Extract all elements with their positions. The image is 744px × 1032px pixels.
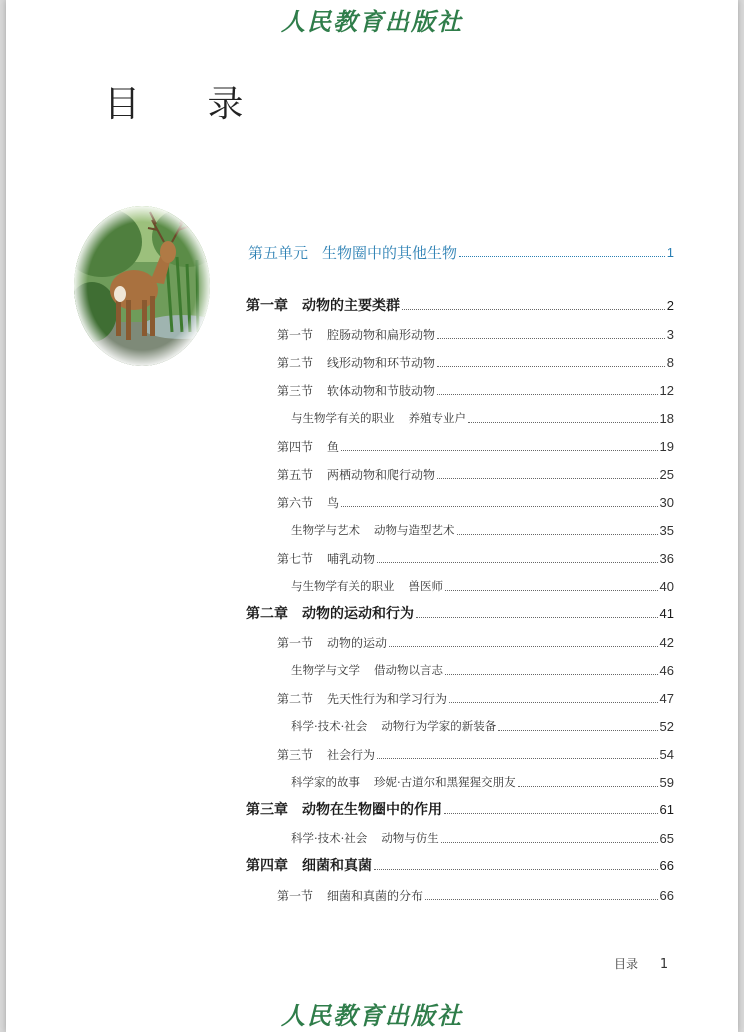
toc-entry-section[interactable] [277, 743, 674, 765]
toc-entry-title: 线形动物和环节动物 [327, 355, 436, 370]
toc-entry-label: 第二节 [277, 691, 314, 706]
toc-entry-label: 与生物学有关的职业 [291, 579, 395, 593]
toc-dot-leader [416, 616, 658, 618]
toc-dot-leader [377, 561, 658, 563]
publisher-header: 人民教育出版社 [281, 7, 463, 36]
toc-dot-leader [402, 308, 665, 310]
toc-dot-leader [445, 589, 658, 591]
toc-entry-section[interactable] [277, 631, 674, 653]
toc-entry-page-number: 35 [659, 522, 674, 538]
toc-entry-title: 哺乳动物 [327, 551, 376, 566]
toc-entry-label: 科学家的故事 [291, 775, 360, 789]
toc-entry-label: 第四章 [246, 858, 288, 874]
toc-entry-feature[interactable] [291, 519, 674, 541]
page-footer [614, 955, 668, 972]
toc-entry-feature[interactable] [291, 771, 674, 793]
toc-entry-chapter[interactable] [246, 602, 674, 624]
toc-dot-leader [374, 868, 658, 870]
toc-entry-label: 第二章 [246, 606, 288, 622]
toc-dot-leader [437, 337, 665, 339]
toc-dot-leader [437, 365, 665, 367]
toc-entry-label: 第一节 [277, 635, 314, 650]
toc-entry-feature[interactable] [291, 575, 674, 597]
toc-dot-leader [468, 421, 658, 423]
toc-entry-title: 动物行为学家的新装备 [381, 719, 497, 733]
toc-entry-title: 腔肠动物和扁形动物 [327, 327, 436, 342]
toc-entry-page-number: 30 [659, 494, 674, 510]
toc-entry-page-number: 2 [666, 297, 674, 313]
toc-dot-leader [449, 701, 658, 703]
toc-entry-label: 第三节 [277, 383, 314, 398]
toc-entry-title: 动物在生物圈中的作用 [302, 802, 442, 818]
toc-entry-page-number: 47 [659, 690, 674, 706]
toc-entry-section[interactable] [277, 351, 674, 373]
toc-entry-page-number: 8 [666, 354, 674, 370]
toc-entry-page-number: 46 [659, 662, 674, 678]
toc-entry-title: 借动物以言志 [374, 663, 443, 677]
toc-entry-page-number: 19 [659, 438, 674, 454]
toc-entry-page-number: 65 [659, 830, 674, 846]
toc-entry-page-number: 3 [666, 326, 674, 342]
toc-entry-title: 社会行为 [327, 747, 376, 762]
toc-entry-chapter[interactable] [246, 854, 674, 876]
toc-entry-title: 动物的运动 [327, 635, 388, 650]
page-title: 目 录 [104, 84, 272, 125]
toc-entry-label: 第五节 [277, 467, 314, 482]
toc-entry-title: 养殖专业户 [408, 411, 466, 425]
toc-entry-feature[interactable] [291, 715, 674, 737]
toc-entry-page-number: 36 [659, 550, 674, 566]
toc-entry-page-number: 54 [659, 746, 674, 762]
toc-entry-label: 生物学与文学 [291, 663, 360, 677]
toc-entry-section[interactable] [277, 547, 674, 569]
toc-entry-chapter[interactable] [246, 798, 674, 820]
toc-entry-label: 第三节 [277, 747, 314, 762]
toc-dot-leader [341, 505, 658, 507]
toc-dot-leader [445, 673, 658, 675]
toc-entry-title: 动物与仿生 [381, 831, 439, 845]
toc-entry-page-number: 66 [659, 857, 674, 873]
toc-dot-leader [459, 255, 665, 257]
toc-entry-label: 第六节 [277, 495, 314, 510]
toc-entry-section[interactable] [277, 379, 674, 401]
toc-entry-label: 与生物学有关的职业 [291, 411, 395, 425]
toc-dot-leader [498, 729, 657, 731]
toc-entry-title: 细菌和真菌的分布 [327, 888, 424, 903]
toc-dot-leader [441, 841, 658, 843]
footer-page-number: 1 [659, 957, 669, 972]
toc-entry-chapter[interactable] [246, 294, 674, 316]
toc-entry-label: 第一节 [277, 888, 314, 903]
toc-entry-section[interactable] [277, 687, 674, 709]
toc-entry-page-number: 25 [659, 466, 674, 482]
toc-entry-label: 第五单元 [248, 243, 309, 262]
toc-entry-title: 兽医师 [408, 579, 443, 593]
toc-dot-leader [444, 812, 658, 814]
toc-entry-title: 珍妮·古道尔和黑猩猩交朋友 [374, 775, 516, 789]
toc-entry-page-number: 52 [659, 718, 674, 734]
toc-entry-section[interactable] [277, 323, 674, 345]
toc-entry-title: 软体动物和节肢动物 [327, 383, 436, 398]
toc-entry-feature[interactable] [291, 659, 674, 681]
toc-entry-section[interactable] [277, 491, 674, 513]
toc-entry-unit[interactable] [248, 241, 674, 263]
toc-entry-title: 动物的运动和行为 [302, 606, 414, 622]
toc-entry-title: 先天性行为和学习行为 [327, 691, 448, 706]
footer-label: 目录 [614, 957, 639, 971]
toc-dot-leader [437, 393, 658, 395]
toc-entry-title: 动物的主要类群 [302, 298, 400, 314]
toc-entry-feature[interactable] [291, 407, 674, 429]
toc-entry-label: 第七节 [277, 551, 314, 566]
toc-entry-section[interactable] [277, 463, 674, 485]
toc-entry-label: 生物学与艺术 [291, 523, 360, 537]
toc-entry-section[interactable] [277, 435, 674, 457]
toc-entry-label: 第一节 [277, 327, 314, 342]
toc-entry-title: 细菌和真菌 [302, 858, 372, 874]
toc-entry-title: 动物与造型艺术 [374, 523, 455, 537]
toc-dot-leader [457, 533, 658, 535]
toc-dot-leader [425, 898, 658, 900]
toc-dot-leader [377, 757, 658, 759]
toc-entry-title: 生物圈中的其他生物 [322, 243, 458, 262]
toc-entry-label: 科学·技术·社会 [291, 831, 368, 845]
toc-entry-page-number: 18 [659, 410, 674, 426]
toc-entry-page-number: 59 [659, 774, 674, 790]
toc-entry-label: 第四节 [277, 439, 314, 454]
toc-dot-leader [437, 477, 658, 479]
toc-entry-section[interactable] [277, 884, 674, 906]
toc-entry-page-number: 66 [659, 887, 674, 903]
toc-entry-label: 科学·技术·社会 [291, 719, 368, 733]
toc-entry-page-number: 40 [659, 578, 674, 594]
toc-entry-page-number: 12 [659, 382, 674, 398]
toc-dot-leader [518, 785, 658, 787]
toc-entry-page-number: 42 [659, 634, 674, 650]
toc-entry-page-number: 41 [659, 605, 674, 621]
toc-entry-title: 两栖动物和爬行动物 [327, 467, 436, 482]
toc-entry-label: 第三章 [246, 802, 288, 818]
publisher-footer: 人民教育出版社 [281, 1001, 463, 1030]
toc-dot-leader [341, 449, 658, 451]
toc-entry-title: 鱼 [327, 439, 340, 454]
toc-entry-label: 第一章 [246, 298, 288, 314]
toc-entry-page-number: 61 [659, 801, 674, 817]
toc-dot-leader [389, 645, 658, 647]
toc-entry-label: 第二节 [277, 355, 314, 370]
toc-entry-feature[interactable] [291, 827, 674, 849]
toc-entry-page-number: 1 [666, 244, 674, 260]
toc-entry-title: 鸟 [327, 495, 340, 510]
